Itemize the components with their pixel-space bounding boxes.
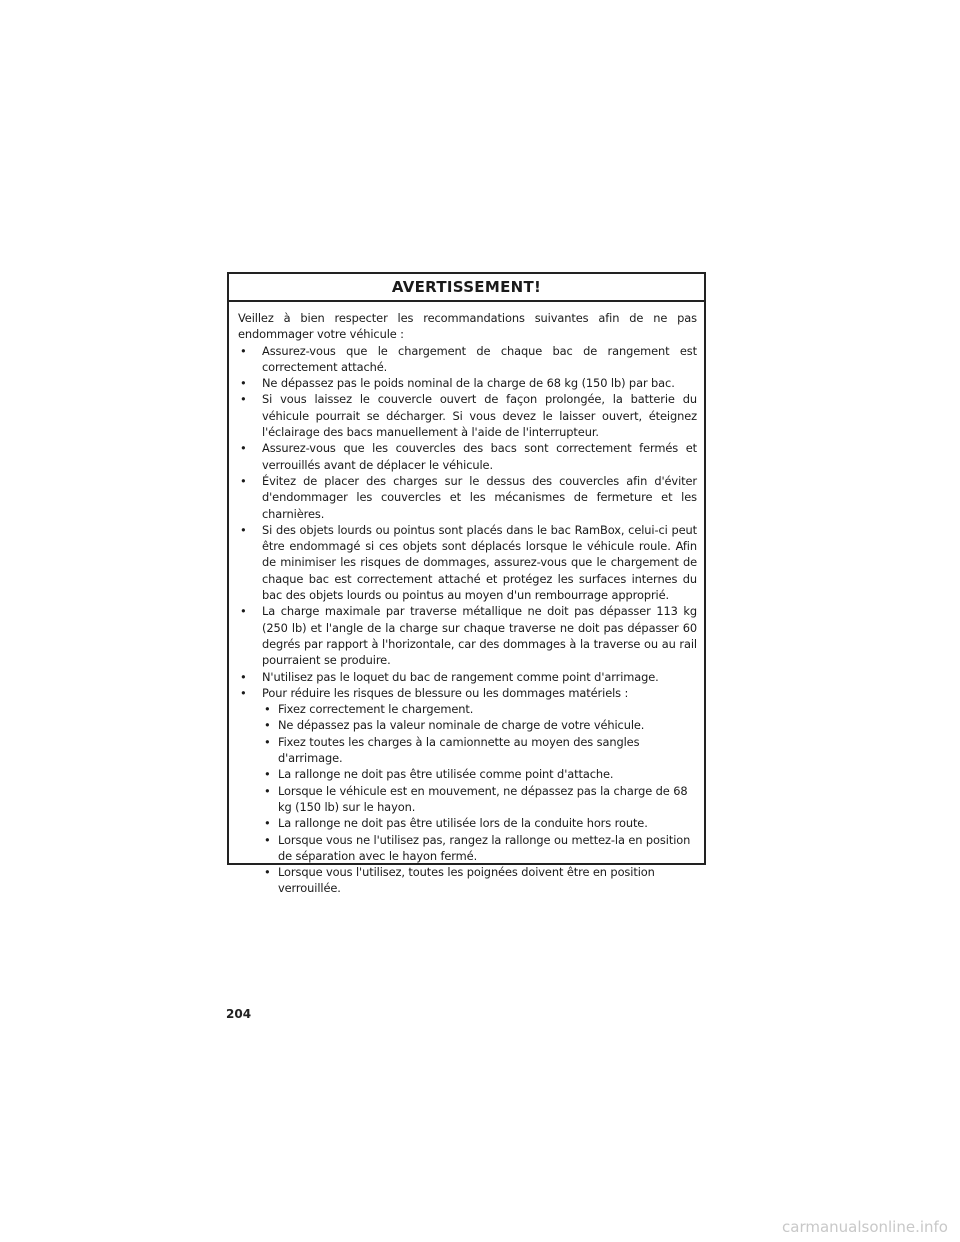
warning-item: • Ne dépassez pas le poids nominal de la charge de 68 kg (150 lb) par bac.: [238, 375, 697, 391]
warning-item-label: Pour réduire les risques de blessure ou les dommages matériels :: [262, 685, 629, 700]
warning-item: • Si des objets lourds ou pointus sont placés dans le bac RamBox, celui-ci peut être endommagé si ces objets sont déplacés lorsque le véhicule roule. Afin de minimiser les risques de dommages, assurez-vous que le chargement de chaque bac est correctement attaché et protégez les surfaces internes du bac des objets lourds ou pointus au moyen d'un rembourrage approprié.: [238, 522, 697, 603]
warning-subitem: • Ne dépassez pas la valeur nominale de charge de votre véhicule.: [262, 717, 697, 733]
warning-subitem: • La rallonge ne doit pas être utilisée comme point d'attache.: [262, 766, 697, 782]
watermark-link[interactable]: carmanualsonline.info: [782, 1218, 948, 1236]
warning-title: AVERTISSEMENT!: [229, 274, 704, 302]
warning-item: • Assurez-vous que les couvercles des bacs sont correctement fermés et verrouillés avant de déplacer le véhicule.: [238, 440, 697, 473]
warning-item: • La charge maximale par traverse métallique ne doit pas dépasser 113 kg (250 lb) et l'angle de la charge sur chaque traverse ne doit pas dépasser 60 degrés par rapport à l'horizontale, car des dommages à la traverse ou au rail pourraient se produire.: [238, 603, 697, 668]
warning-subitem: • Lorsque le véhicule est en mouvement, ne dépassez pas la charge de 68 kg (150 lb) sur le hayon.: [262, 783, 697, 816]
warning-subitem: • Lorsque vous ne l'utilisez pas, rangez la rallonge ou mettez-la en position de séparation avec le hayon fermé.: [262, 832, 697, 865]
warning-item: • Évitez de placer des charges sur le dessus des couvercles afin d'éviter d'endommager les couvercles et les mécanismes de fermeture et les charnières.: [238, 473, 697, 522]
warning-item: • N'utilisez pas le loquet du bac de rangement comme point d'arrimage.: [238, 669, 697, 685]
warning-item-with-sublist: [238, 685, 697, 897]
warning-subitem: • Fixez correctement le chargement.: [262, 701, 697, 717]
warning-item: • Assurez-vous que le chargement de chaque bac de rangement est correctement attaché.: [238, 343, 697, 376]
warning-subitem: • La rallonge ne doit pas être utilisée lors de la conduite hors route.: [262, 815, 697, 831]
warning-box: [227, 272, 706, 896]
warning-list: [238, 343, 697, 897]
warning-item: • Si vous laissez le couvercle ouvert de façon prolongée, la batterie du véhicule pourrait se décharger. Si vous devez le laisser ouvert, éteignez l'éclairage des bacs manuellement à l'aide de l'interrupteur.: [238, 391, 697, 440]
warning-intro: Veillez à bien respecter les recommandations suivantes afin de ne pas endommager votre véhicule :: [238, 311, 697, 342]
page-number: 204: [226, 1007, 252, 1021]
warning-subitem: • Lorsque vous l'utilisez, toutes les poignées doivent être en position verrouillée.: [262, 864, 697, 897]
warning-subitem: • Fixez toutes les charges à la camionnette au moyen des sangles d'arrimage.: [262, 734, 697, 767]
warning-sublist: [262, 701, 697, 897]
warning-body: [229, 302, 704, 897]
